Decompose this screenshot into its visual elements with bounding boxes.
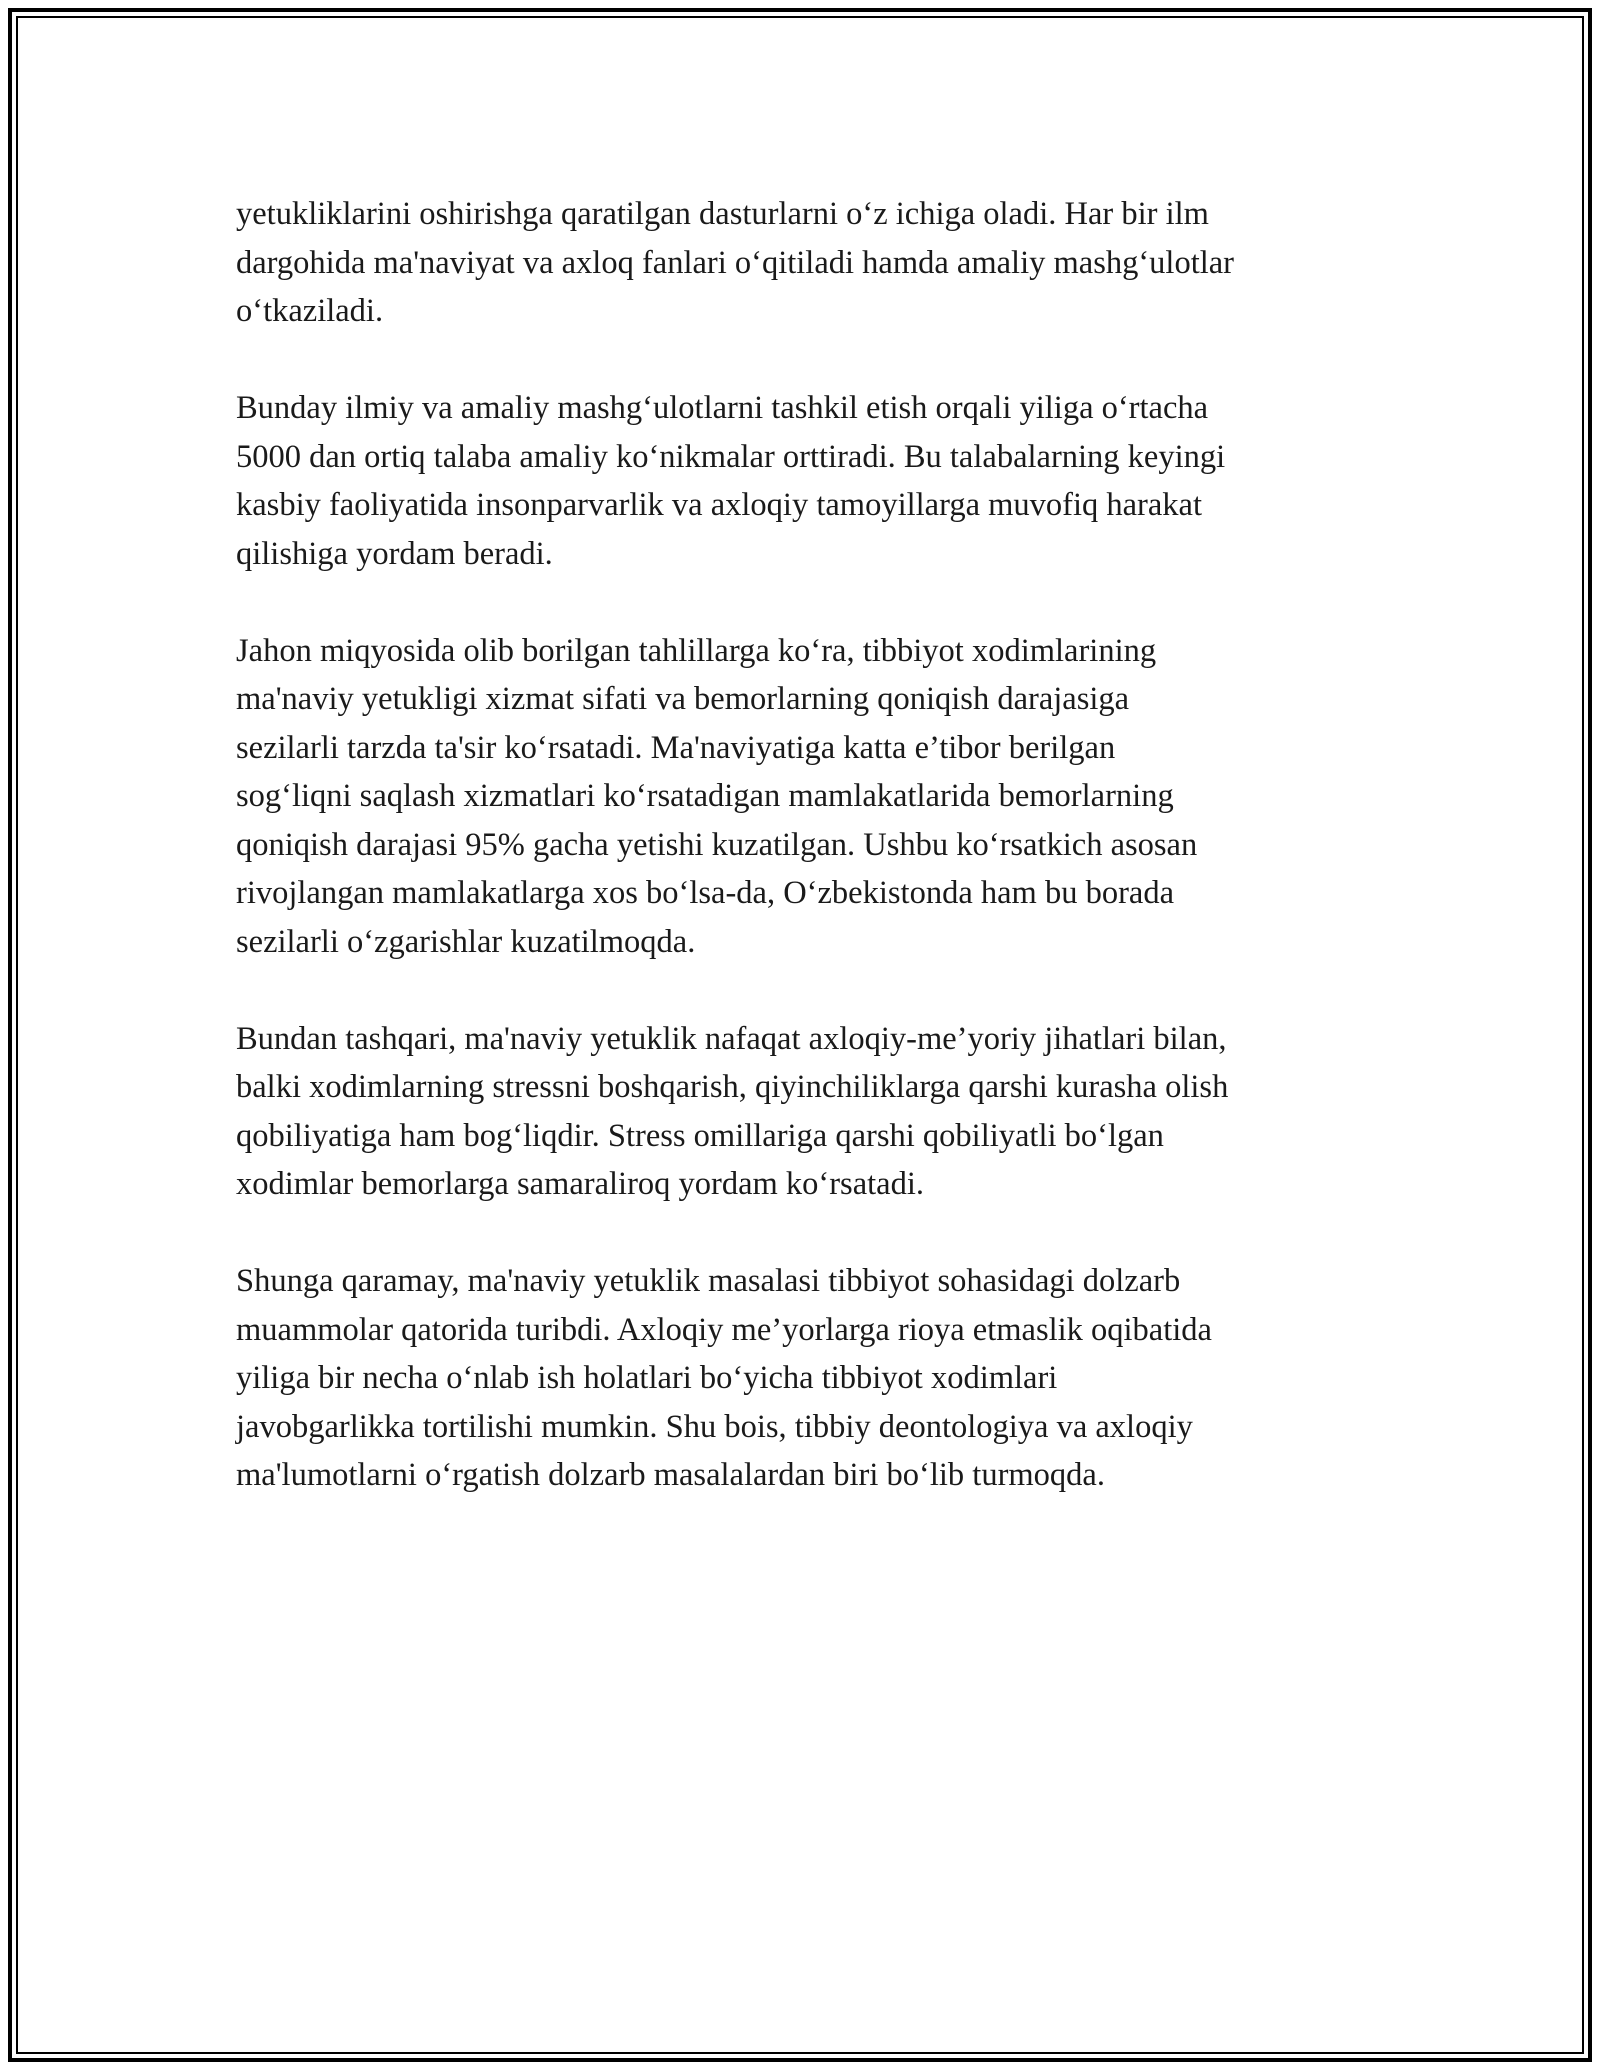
paragraph-3 bbox=[236, 627, 1376, 967]
text-line: dargohida ma'naviyat va axloq fanlari o‘qitiladi hamda amaliy mashg‘ulotlar bbox=[236, 244, 1234, 281]
text-line: xodimlar bemorlarga samaraliroq yordam ko‘rsatadi. bbox=[236, 1166, 924, 1202]
text-line: ma'naviy yetukligi xizmat sifati va bemorlarning qoniqish darajasiga bbox=[236, 681, 1130, 717]
paragraph-2 bbox=[236, 384, 1376, 578]
text-line: ma'lumotlarni o‘rgatish dolzarb masalalardan biri bo‘lib turmoqda. bbox=[236, 1457, 1105, 1493]
text-line: rivojlangan mamlakatlarga xos bo‘lsa-da, O‘zbekistonda ham bu borada bbox=[236, 875, 1174, 911]
text-line: Bundan tashqari, ma'naviy yetuklik nafaqat axloqiy-me’yoriy jihatlari bilan, bbox=[236, 1020, 1227, 1057]
text-line: o‘tkaziladi. bbox=[236, 293, 384, 329]
text-line: qobiliyatiga ham bog‘liqdir. Stress omillariga qarshi qobiliyatli bo‘lgan bbox=[236, 1117, 1164, 1154]
text-line: yiliga bir necha o‘nlab ish holatlari bo‘yicha tibbiyot xodimlari bbox=[236, 1360, 1058, 1396]
text-line: muammolar qatorida turibdi. Axloqiy me’yorlarga rioya etmaslik oqibatida bbox=[236, 1311, 1212, 1348]
text-line: balki xodimlarning stressni boshqarish, qiyinchiliklarga qarshi kurasha olish bbox=[236, 1069, 1229, 1105]
paragraph-5 bbox=[236, 1257, 1376, 1500]
text-line: javobgarlikka tortilishi mumkin. Shu bois, tibbiy deontologiya va axloqiy bbox=[236, 1408, 1193, 1445]
text-line: Shunga qaramay, ma'naviy yetuklik masalasi tibbiyot sohasidagi dolzarb bbox=[236, 1263, 1181, 1299]
text-line: sog‘liqni saqlash xizmatlari ko‘rsatadigan mamlakatlarida bemorlarning bbox=[236, 778, 1174, 814]
text-line: sezilarli tarzda ta'sir ko‘rsatadi. Ma'naviyatiga katta e’tibor berilgan bbox=[236, 729, 1116, 766]
text-line: yetukliklarini oshirishga qaratilgan dasturlarni o‘z ichiga oladi. Har bir ilm bbox=[236, 196, 1209, 232]
text-line: Jahon miqyosida olib borilgan tahlillarga ko‘ra, tibbiyot xodimlarining bbox=[236, 632, 1157, 669]
text-line: kasbiy faoliyatida insonparvarlik va axloqiy tamoyillarga muvofiq harakat bbox=[236, 487, 1203, 523]
text-line: Bunday ilmiy va amaliy mashg‘ulotlarni tashkil etish orqali yiliga o‘rtacha bbox=[236, 390, 1209, 426]
text-line: qoniqish darajasi 95% gacha yetishi kuzatilgan. Ushbu ko‘rsatkich asosan bbox=[236, 826, 1198, 863]
text-line: 5000 dan ortiq talaba amaliy ko‘nikmalar orttiradi. Bu talabalarning keyingi bbox=[236, 438, 1226, 475]
paragraph-1 bbox=[236, 190, 1376, 336]
text-line: qilishiga yordam beradi. bbox=[236, 535, 553, 572]
paragraph-4 bbox=[236, 1015, 1376, 1209]
text-line: sezilarli o‘zgarishlar kuzatilmoqda. bbox=[236, 923, 696, 960]
document-body bbox=[236, 190, 1376, 1548]
